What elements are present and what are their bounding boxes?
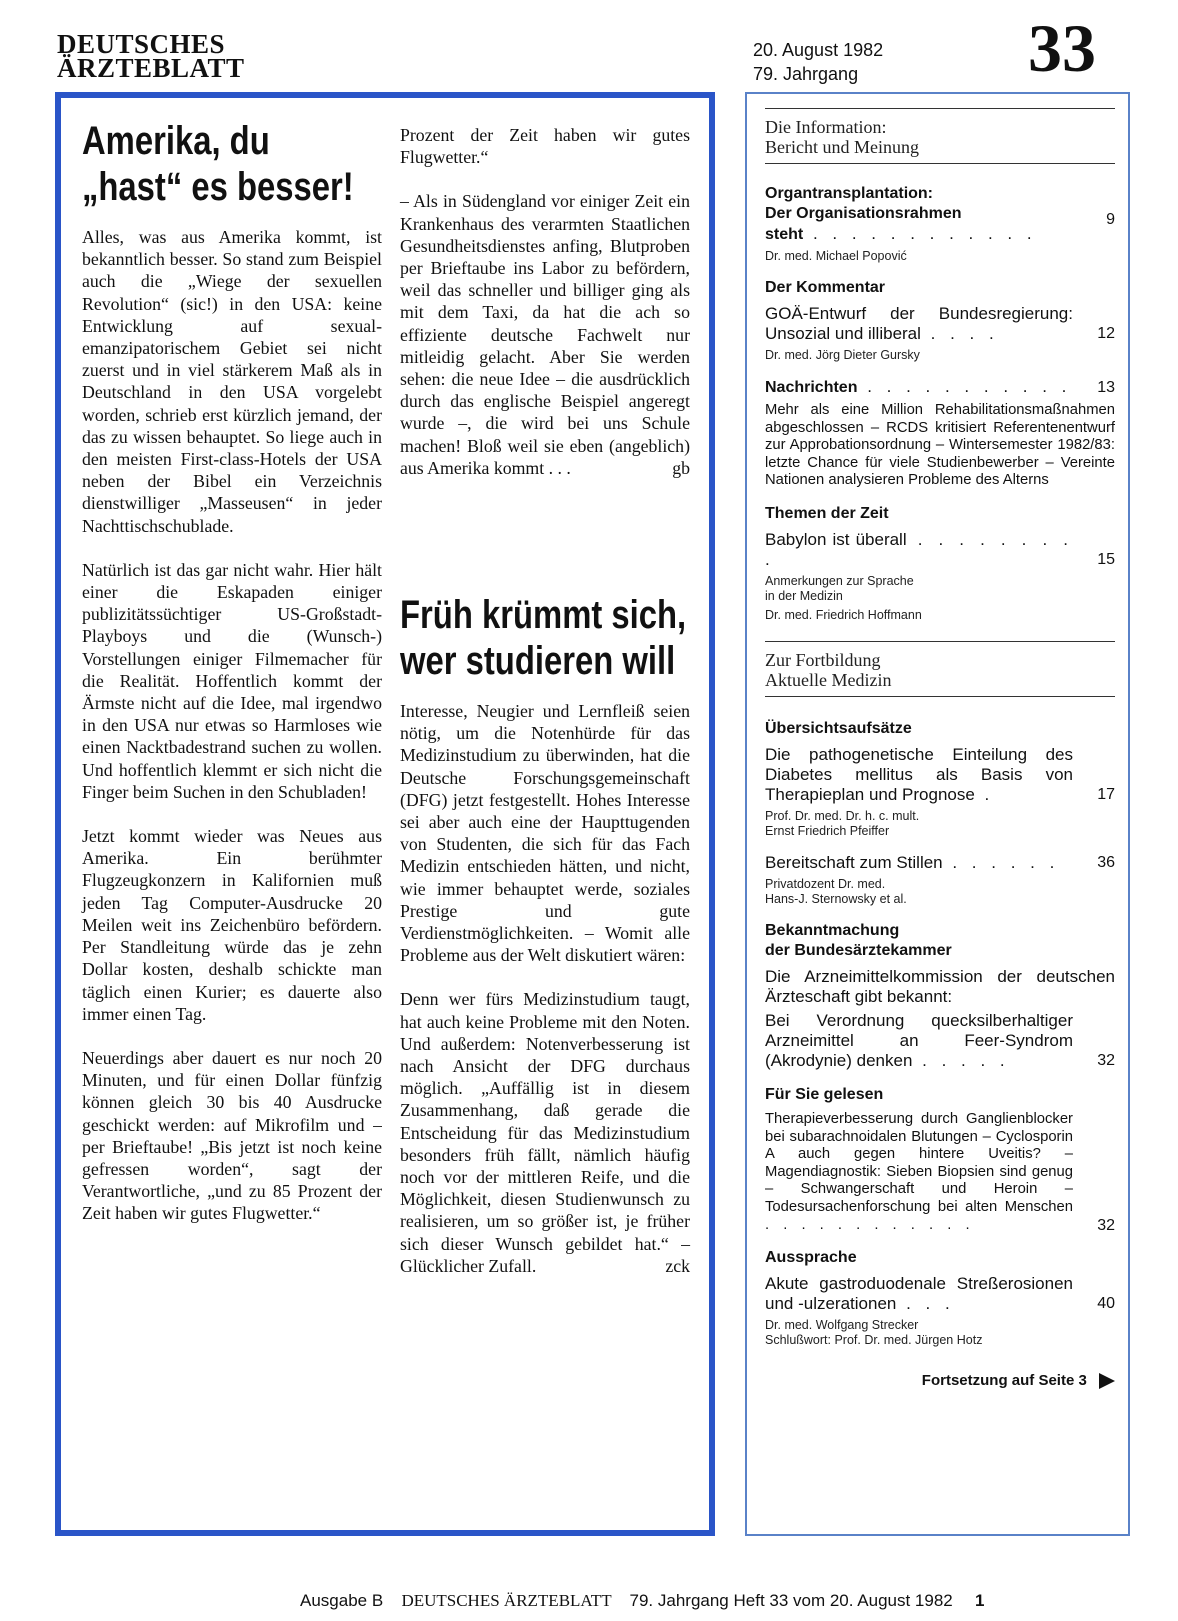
toc-author: Dr. med. Jörg Dieter Gursky: [765, 348, 920, 362]
arrow-right-icon: [1099, 1373, 1115, 1389]
toc-title-row: [765, 853, 1115, 873]
issue-date: 20. August 1982: [753, 40, 884, 60]
issue-info: [753, 38, 883, 86]
toc-category: der Bundesärztekammer: [765, 941, 952, 959]
toc-entry-stillen[interactable]: [765, 853, 1115, 907]
toc-news-text: Therapieverbesserung durch Ganglienblocker bei subarachnoidalen Blutungen – Cyclosporin A auch gegen hintere Uveitis? – Magendiagnostik: Sieben Biopsien sind genug – Schwangerschaft und Heroin – Todesursachenforschung bei alten Menschen: [765, 1110, 1073, 1215]
masthead-line1: DEUTSCHES: [57, 29, 226, 59]
toc-title-row: [765, 1011, 1115, 1071]
toc-entry-bekanntmachung[interactable]: [765, 921, 1115, 1071]
toc-entry-aussprache[interactable]: [765, 1248, 1115, 1348]
toc-page: 9: [1106, 211, 1115, 228]
article2-signature: zck: [665, 1255, 690, 1276]
divider: [765, 641, 1115, 642]
article1-paragraph: Neuerdings aber dauert es nur noch 20 Minuten, und für einen Dollar fünfzig können gleich 30 bis 40 Ausdrucke geschickt werden: auf Mikrofilm und – per Brieftaube! „Bis jetzt ist noch keine gefressen worden“, sagt der Verantwortliche, „und zu 85 Prozent der Zeit haben wir gutes Flugwetter.“: [82, 1047, 382, 1224]
toc-intro: Die Arzneimittelkommission der deutschen Ärzteschaft gibt bekannt:: [765, 966, 1115, 1006]
toc-title-row: [765, 304, 1115, 344]
article1-column1: [82, 118, 382, 1267]
toc-title: GOÄ-Entwurf der Bundesregierung: Unsozial und illiberal: [765, 304, 1073, 343]
dot-leader: . . . . . .: [942, 852, 1060, 872]
toc-section-line: Bericht und Meinung: [765, 137, 919, 157]
article2-title-line2: wer studieren will: [400, 639, 676, 683]
toc-page: 13: [1097, 379, 1115, 396]
toc-category: Für Sie gelesen: [765, 1085, 884, 1103]
toc-page: 15: [1097, 550, 1115, 568]
toc-category: Bekanntmachung: [765, 921, 900, 939]
toc-page: 40: [1097, 1295, 1115, 1313]
toc-page: 17: [1097, 785, 1115, 803]
toc-category: Themen der Zeit: [765, 504, 889, 522]
article1-signature: gb: [672, 457, 690, 478]
toc-title-row: [765, 1111, 1115, 1234]
dot-leader: . . . . . . . . . . . .: [765, 1216, 975, 1233]
toc-entry-themen[interactable]: [765, 504, 1115, 623]
toc-entry-kommentar[interactable]: [765, 278, 1115, 363]
toc-page: 36: [1097, 853, 1115, 871]
article1-paragraph: – Als in Südengland vor einiger Zeit ein Krankenhaus des verarmten Staatlichen Gesundheitsdienstes anfing, Blutproben per Brieftaube ins Labor zu befördern, weil das schneller und billiger ging als mit dem Taxi, da hat die ach so effiziente deutsche Fachwelt nur mitleidig gelacht. Aber Sie werden sehen: die neue Idee – die ausdrücklich durch das englische Beispiel angeregt wurde –, die wird bei uns Schule machen! Bloß weil sie eben (angeblich) aus Amerika kommt . . . gb: [400, 191, 690, 478]
toc-category: Organtransplantation:: [765, 185, 934, 202]
dot-leader: . . .: [896, 1294, 955, 1314]
article1-paragraph-continued: Prozent der Zeit haben wir gutes Flugwetter.“: [400, 125, 690, 168]
toc-title-row: [765, 1274, 1115, 1314]
toc-entry-nachrichten[interactable]: [765, 377, 1115, 490]
toc-category: Aussprache: [765, 1249, 857, 1267]
toc-author: Hans-J. Sternowsky et al.: [765, 891, 907, 906]
toc-title: Akute gastroduodenale Streßerosionen und -ulzerationen: [765, 1274, 1073, 1314]
dot-leader: . . . . . . . . . . . .: [803, 224, 1037, 243]
toc-page: 32: [1097, 1051, 1115, 1069]
article2-paragraph: Interesse, Neugier und Lernfleiß seien nötig, um die Notenhürde für das Medizinstudium zu überwinden, hat die Deutsche Forschungsgemeinschaft (DFG) jetzt festgestellt. Hohes Interesse sei aber auch eine der Haupttugenden von Studenten, die sich für das Fach Medizin entschieden hätten, und nicht, wie immer behauptet werde, soziales Prestige und gute Verdienstmöglichkeiten. – Womit alle Probleme aus der Welt diskutiert wären:: [400, 701, 690, 966]
toc-section-line: Zur Fortbildung: [765, 649, 881, 670]
toc-subtitle: in der Medizin: [765, 588, 843, 603]
toc-category: Nachrichten: [765, 379, 858, 396]
divider: [765, 108, 1115, 109]
article1-paragraph: Alles, was aus Amerika kommt, ist bekanntlich besser. So stand zum Beispiel auch die „Wiege der sexuellen Revolution“ (sic!) in den USA: keine Entwicklung auf sexual-emanzipatorischem Gebiet sei nicht zuerst und in viel stärkerem Maß als in Deutschland in den USA vorgelebt worden, schrieb erst kürzlich jemand, der das zu wissen behauptet. So liege auch in den meisten First-class-Hotels der USA neben der Bibel ein Verzeichnis dienstwilliger „Masseusen“ in jeder Nachttischschublade.: [82, 227, 382, 536]
article2-title-line1: Früh krümmt sich,: [400, 593, 687, 637]
article1-paragraph: Natürlich ist das gar nicht wahr. Hier hält einer die Eskapaden einiger publizitätssüchtiger US-Großstadt-Playboys und die (Wunsch-) Vorstellungen einiger Filmemacher für die Realität. Hoffentlich kommt der Ärmste nicht auf die Idee, mal irgendwo in den USA nur etwas so Harmloses wie einen Nacktbadestrand suchen zu wollen. Und hoffentlich klemmt er sich nicht die Finger beim Suchen in den Schubladen!: [82, 559, 382, 802]
article2: [400, 592, 690, 1299]
toc-title-row: [765, 377, 1115, 398]
toc-category: Der Organisationsrahmen: [765, 205, 962, 222]
toc-category: Der Kommentar: [765, 279, 886, 296]
table-of-contents: [765, 108, 1115, 1389]
toc-page: 12: [1097, 325, 1115, 342]
divider: [765, 696, 1115, 697]
toc-title-row: [765, 745, 1115, 805]
toc-section-line: Die Information:: [765, 117, 887, 137]
toc-author: Dr. med. Friedrich Hoffmann: [765, 607, 922, 622]
continue-label: Fortsetzung auf Seite 3: [921, 1372, 1087, 1390]
masthead-line2: ÄRZTEBLATT: [57, 53, 245, 83]
dot-leader: . . . . .: [912, 1050, 1010, 1070]
page-footer: [300, 1591, 984, 1611]
toc-title: Babylon ist überall: [765, 529, 907, 549]
masthead-logo: [57, 29, 245, 83]
issue-number: 33: [1028, 10, 1096, 86]
divider: [765, 163, 1115, 164]
toc-section-title: [765, 650, 1115, 690]
dot-leader: . . . . . . . . .: [765, 529, 1073, 569]
toc-section-line: Aktuelle Medizin: [765, 669, 892, 690]
toc-author: Prof. Dr. med. Dr. h. c. mult.: [765, 808, 920, 823]
footer-page-number: 1: [975, 1591, 985, 1610]
toc-entry-gelesen[interactable]: [765, 1085, 1115, 1234]
toc-subtitle: Anmerkungen zur Sprache: [765, 573, 914, 588]
article1-paragraph: Jetzt kommt wieder was Neues aus Amerika. Ein berühmter Flugzeugkonzern in Kalifornien muß jeden Tag Computer-Ausdrucke 20 Meilen weit ins Zeichenbüro befördern. Per Standleitung würde das je zehn Dollar kosten, deshalb schickte man täglich einen Kurier; es dauerte also immer einen Tag.: [82, 826, 382, 1024]
toc-author: Privatdozent Dr. med.: [765, 876, 886, 891]
article1-body: [82, 226, 382, 1245]
continue-link[interactable]: [765, 1372, 1115, 1389]
footer-magazine: DEUTSCHES ÄRZTEBLATT: [401, 1591, 612, 1610]
toc-entry-organ[interactable]: [765, 184, 1115, 264]
toc-author: Ernst Friedrich Pfeiffer: [765, 823, 890, 838]
article1-title: [82, 118, 354, 210]
article2-body: [400, 700, 690, 1277]
toc-news-text: Mehr als eine Million Rehabilitationsmaßnahmen abgeschlossen – RCDS kritisiert Referentenentwurf zur Approbationsordnung – Wintersemester 1982/83: letzte Chance für viele Studienbewerber – Vereinte Nationen analysieren Probleme des Alterns: [765, 402, 1115, 489]
dot-leader: . . . . . . . . . . .: [857, 377, 1072, 396]
toc-section-title: [765, 117, 1115, 157]
toc-author: Dr. med. Wolfgang Strecker: [765, 1318, 919, 1333]
toc-title: Bereitschaft zum Stillen: [765, 852, 943, 872]
volume: 79. Jahrgang: [753, 64, 859, 84]
article2-paragraph: Denn wer fürs Medizinstudium taugt, hat auch keine Probleme mit den Noten. Und außerdem: Notenverbesserung ist nach Ansicht der DFG durchaus möglich. „Auffällig ist in diesem Zusammenhang, daß gerade die Entscheidung für das Medizinstudium besonders früh fällt, nämlich häufig noch vor der mittleren Reife, und die Möglichkeit, diesen Studienwunsch zu realisieren, um so größer ist, je früher sich dieser Wunsch gebildet hat.“ – Glücklicher Zufall. zck: [400, 989, 690, 1276]
dot-leader: .: [974, 784, 995, 804]
toc-title: Die pathogenetische Einteilung des Diabetes mellitus als Basis von Therapieplan und Prognose: [765, 744, 1073, 804]
toc-category: Übersichtsaufsätze: [765, 719, 912, 737]
footer-issue-info: 79. Jahrgang Heft 33 vom 20. August 1982: [629, 1591, 953, 1610]
article1-title-line1: Amerika, du: [82, 119, 270, 163]
toc-title: Bei Verordnung quecksilberhaltiger Arzneimittel an Feer-Syndrom (Akrodynie) denken: [765, 1010, 1073, 1070]
toc-author: Schlußwort: Prof. Dr. med. Jürgen Hotz: [765, 1333, 983, 1348]
toc-title-row: [765, 530, 1115, 570]
toc-page: 32: [1097, 1216, 1115, 1234]
toc-title: steht: [765, 226, 804, 243]
dot-leader: . . . .: [920, 324, 999, 343]
toc-author: Dr. med. Michael Popović: [765, 249, 907, 263]
toc-entry-uebersicht[interactable]: [765, 719, 1115, 839]
article2-title: [400, 592, 687, 684]
article1-title-line2: „hast“ es besser!: [82, 165, 354, 209]
footer-edition: Ausgabe B: [300, 1591, 384, 1610]
article1-column2: [400, 124, 690, 479]
